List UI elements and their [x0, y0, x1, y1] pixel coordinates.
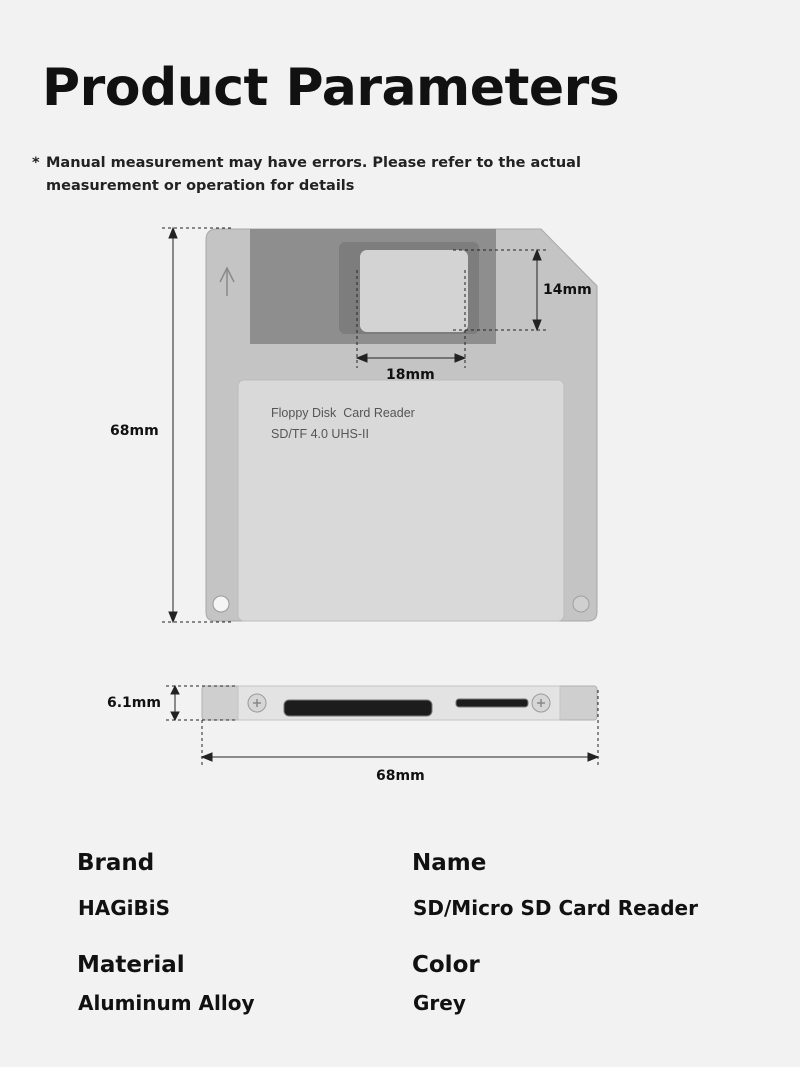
window-width-dimension-label: 18mm	[386, 367, 435, 383]
side-view	[202, 686, 597, 720]
color-label: Color	[412, 952, 480, 978]
card-window	[360, 250, 468, 332]
sd-slot	[284, 700, 432, 716]
name-value: SD/Micro SD Card Reader	[413, 896, 698, 920]
name-label: Name	[412, 850, 487, 876]
color-value: Grey	[413, 991, 466, 1015]
brand-value: HAGiBiS	[78, 896, 170, 920]
material-value: Aluminum Alloy	[78, 991, 255, 1015]
screw-right-icon	[532, 694, 550, 712]
screw-left-icon	[248, 694, 266, 712]
thickness-dimension-label: 6.1mm	[107, 695, 161, 711]
width-dimension-label: 68mm	[376, 768, 425, 784]
protect-hole	[573, 596, 589, 612]
note-marker: *	[32, 155, 40, 171]
index-hole	[213, 596, 229, 612]
disk-label-product: Card Reader	[343, 406, 415, 420]
page-title: Product Parameters	[42, 58, 620, 118]
note-line-1: Manual measurement may have errors. Please refer to the actual	[46, 155, 581, 171]
note-line-2: measurement or operation for details	[46, 178, 355, 194]
height-dimension-label: 68mm	[110, 423, 159, 439]
brand-label: Brand	[77, 850, 155, 876]
disk-label-brand: Floppy Disk	[271, 406, 337, 420]
tf-slot	[456, 699, 528, 707]
window-height-dimension-label: 14mm	[543, 282, 592, 298]
disk-label-line-1	[271, 406, 415, 420]
material-label: Material	[77, 952, 185, 978]
disk-label-spec: SD/TF 4.0 UHS-II	[271, 427, 369, 441]
